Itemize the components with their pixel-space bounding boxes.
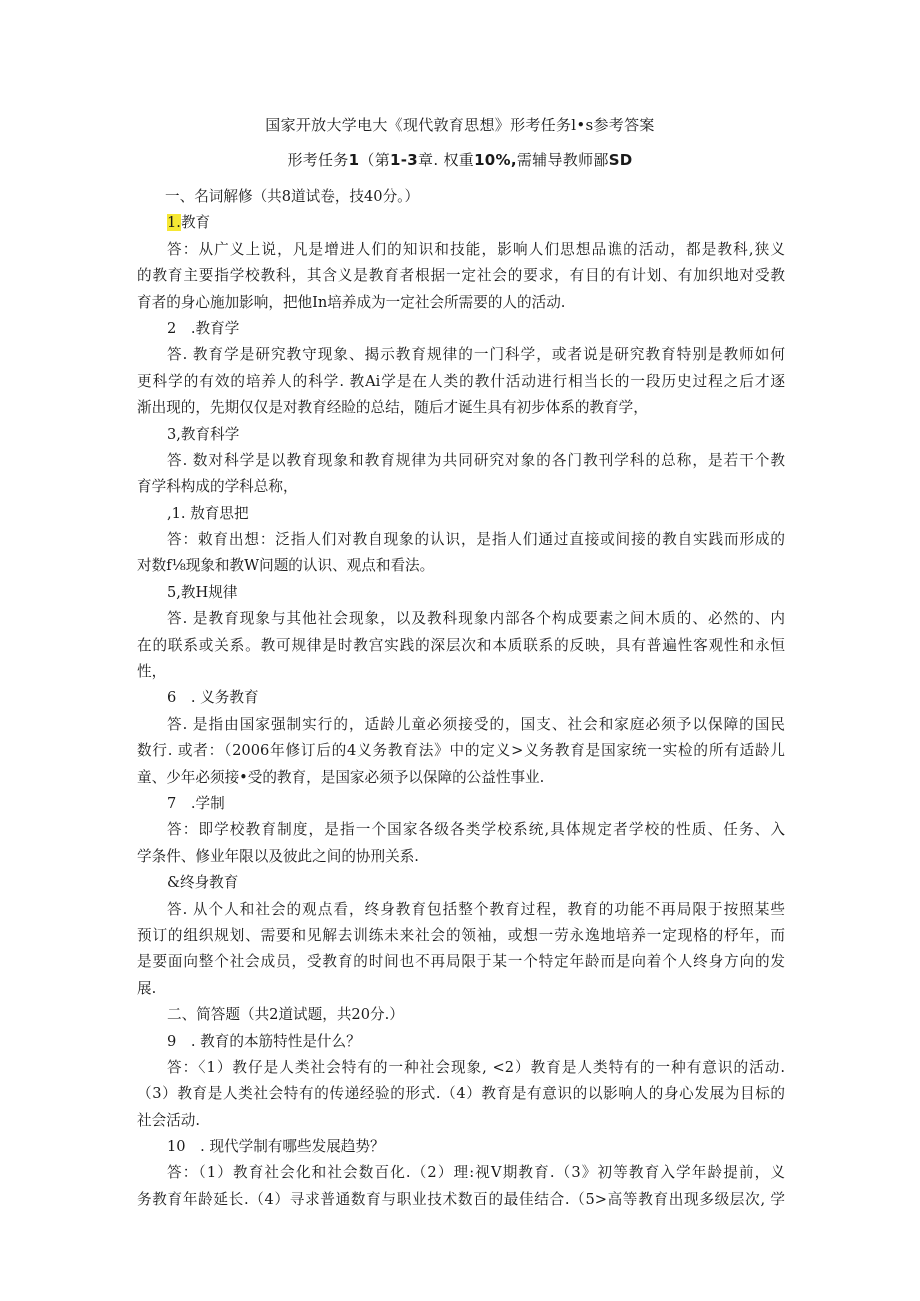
answer-6-line: 数行. 或者：（2006年修订后的4义务教育法》中的定义>义务教育是国家统一实检的所有适龄儿 [137,742,785,760]
question-10: 10 . 现代学制有哪些发展趋势？ [167,1138,385,1156]
answer-6-line: 童、少年必须接•受的教育，是国家必须予以保障的公益性事业. [137,768,545,786]
question-7: 7 .学制 [167,794,225,812]
question-2: 2 .教育学 [167,319,240,337]
answer-5-line: 答. 是教育现象与其他社会现象，以及教科现象内部各个构成要素之间木质的、必然的、内 [167,610,785,628]
answer-10-line: 务教育年龄延长.（4）寻求普通数育与职业技术数百的最佳结合.（5>高等教育出现多级层次, 学 [137,1190,785,1208]
subtitle-suffix: SD [608,151,633,169]
question-3: 3,教育科学 [167,425,240,443]
answer-9-line: 社会活动. [137,1111,201,1129]
answer-2-line: 渐出现的，先期仅仅是对教育经睑的总结，随后才诞生具有初步体系的教育学， [137,399,648,417]
question-1-term: 教育 [180,214,211,232]
answer-8-line: 是要面向整个社会成员，受教育的时间也不再局限于某一个特定年龄而是向着个人终身方向的发 [137,953,785,971]
question-4: ,1. 敖育思把 [167,504,249,522]
answer-3-line: 答. 数对科学是以教育现象和教育规律为共同研究对象的各门教刊学科的总称，是若干个教 [167,451,785,469]
answer-9-line: （3）教育是人类社会特有的传递经验的形式.（4）教育是有意识的以影响人的身心发展为目标的 [137,1085,785,1103]
answer-2-line: 更科学的有效的培养人的科学. 教Ai学是在人类的教什活动进行相当长的一段历史过程之后才逐 [137,372,785,390]
answer-8-line: 答. 从个人和社会的观点看，终身教育包括整个教育过程，教育的功能不再局限于按照某些 [167,900,785,918]
answer-7-line: 答：即学校教育制度，是指一个国家各级各类学校系统,具体规定者学校的性质、任务、入 [167,821,785,839]
answer-10-line: 答：（1）教育社会化和社会数百化.（2）理:视V期教育.（3》初等教育入学年龄提前，义 [167,1164,785,1182]
answer-7-line: 学条件、修业年限以及彼此之间的协刑关系. [137,847,419,865]
answer-4-line: 对数f⅛现象和教W问题的认识、观点和看法。 [137,557,435,575]
answer-6-line: 答. 是指由国家强制实行的，适龄儿童必须接受的，国支、社会和家庭必须予以保障的国民 [167,715,785,733]
subtitle-mid: （第 [359,151,391,169]
question-8: &终身教育 [167,874,239,892]
answer-3-line: 育学科构成的学科总称， [137,478,298,496]
subtitle-weight: 10%, [474,151,517,169]
question-6: 6 . 义务教育 [167,689,259,707]
question-1-number: 1. [167,214,181,232]
answer-2-line: 答. 教育学是研究教守现象、揭示教育规律的一门科学，或者说是研究教育特别是教师如何 [167,346,785,364]
question-1 [137,210,785,236]
answer-9-line: 答：〈1）教仔是人类社会特有的一种社会现象, <2）教育是人类特有的一种有意识的活动. [167,1058,785,1076]
answer-4-line: 答：敕育出想：泛指人们对教自现象的认识，是指人们通过直接或间接的教自实践而形成的 [167,531,785,549]
question-5: 5,教H规律 [167,583,238,601]
answer-1-line: 育者的身心施加影响，把他In培养成为一定社会所需要的人的活动. [137,293,566,311]
subtitle-mid3: 需辅导教师鄙 [516,151,609,169]
subtitle-chapters: 1-3 [390,151,419,169]
section-heading-1: 一、名词解修（共8道试卷，技40分。） [165,188,420,205]
answer-8-line: 预订的组织规划、需要和见解去训练未来社会的领袖，或想一劳永逸地培养一定现格的杼年，而 [137,926,785,944]
answer-1-line: 答：从广义上说，凡是增进人们的知识和技能，影响人们思想品谯的活动，都是教科,狭义 [167,240,785,258]
answer-1-line: 的教育主要指学校教科，其含义是教育者根据一定社会的要求，有目的有计划、有加织地对受教 [137,267,785,285]
subtitle-task-number: 1 [348,151,360,169]
section-heading-2: 二、简答题（共2道试题，共20分.） [167,1006,404,1024]
answer-5-line: 性， [137,663,167,681]
answer-8-line: 展. [137,979,157,997]
document-title: 国家开放大学电大《现代敦育思想》形考任务l•s参考答案 [265,116,655,134]
question-9: 9 . 教育的本筋特性是什么？ [167,1032,361,1050]
document-body [137,184,785,1213]
subtitle-mid2: 章. 权重 [418,151,475,169]
answer-5-line: 在的联系或关系。教可规律是时教宫实践的深层次和本质联系的反映，具有普遍性客观性和永恒 [137,636,785,654]
subtitle-prefix: 形考任务 [287,151,349,169]
document-subtitle [0,149,920,170]
